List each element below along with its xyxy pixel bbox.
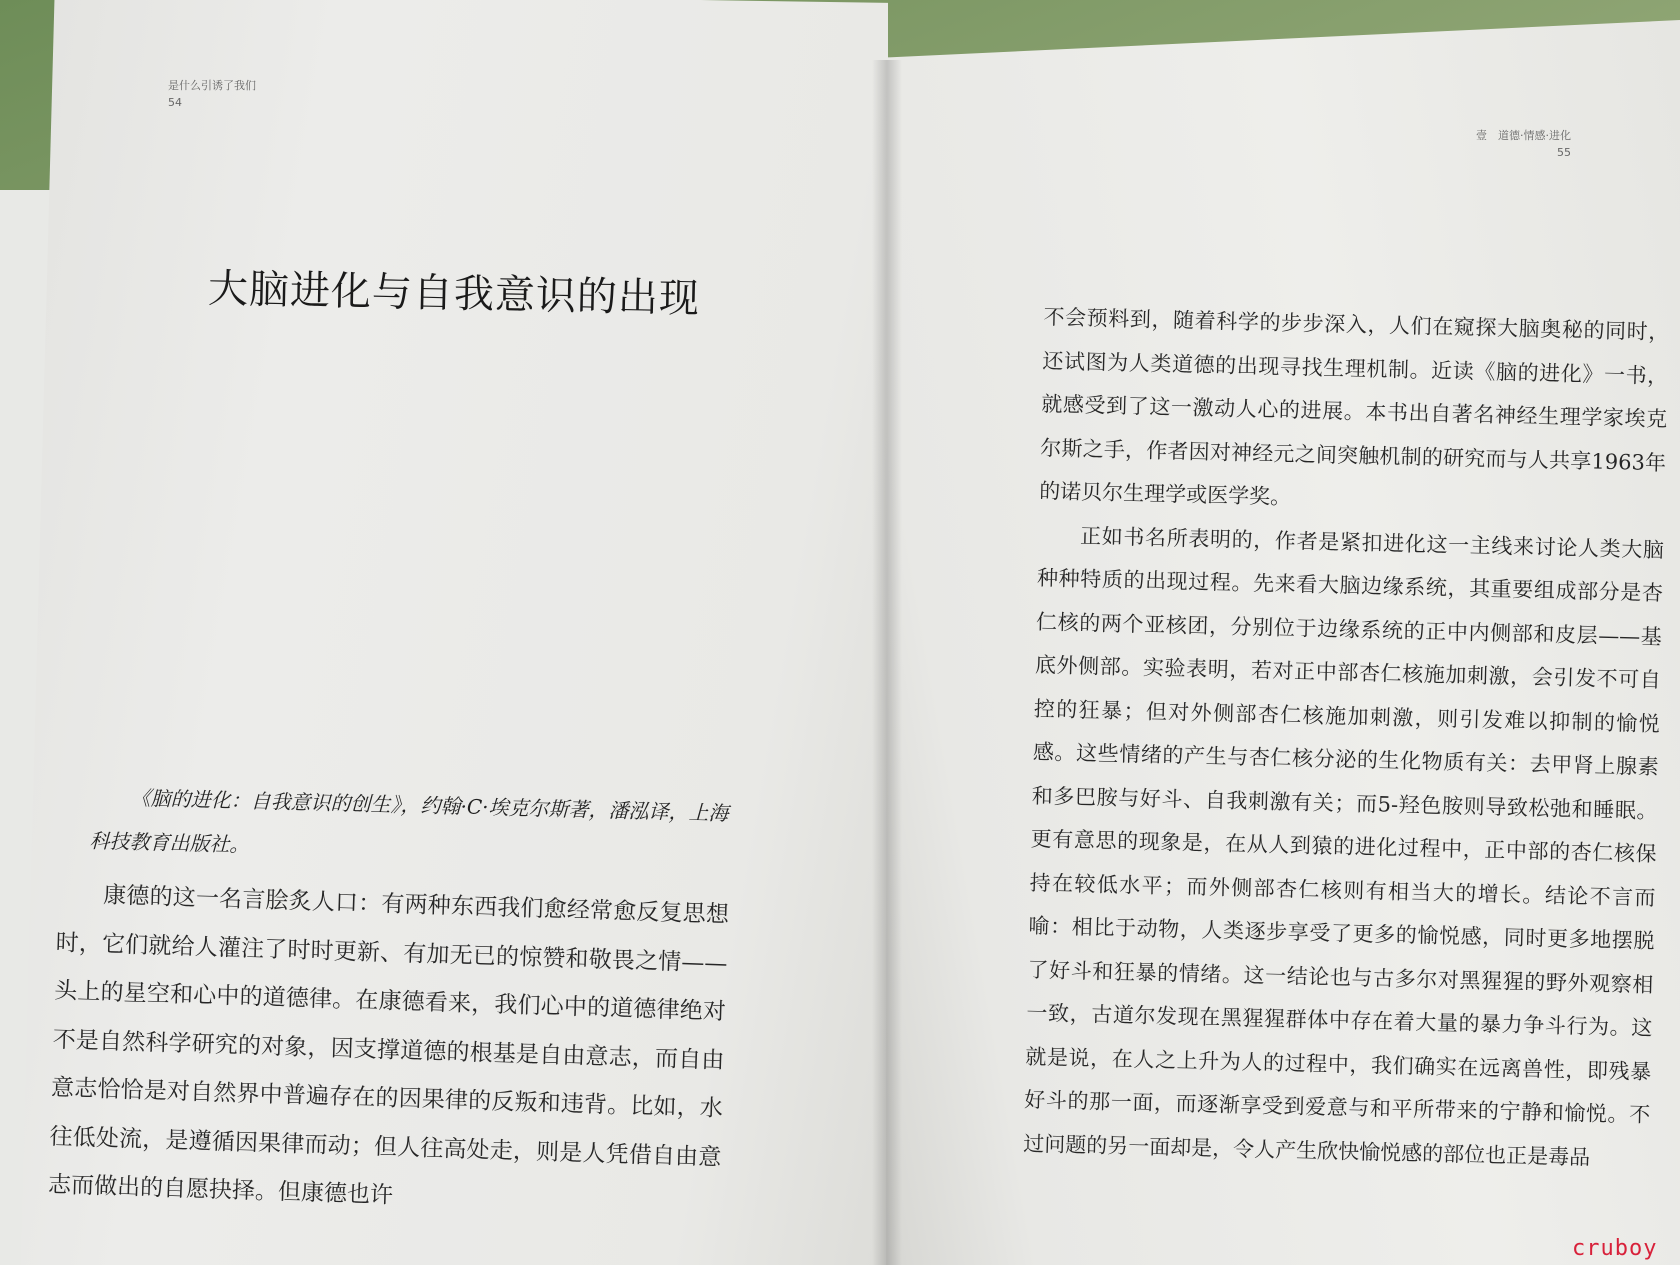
- right-body-text: [1023, 296, 1670, 1181]
- right-page-number: 55: [1557, 145, 1571, 159]
- right-paragraph-2: 正如书名所表明的，作者是紧扣进化这一主线来讨论人类大脑种种特质的出现过程。先来看大脑边缘系统，其重要组成部分是杏仁核的两个亚核团，分别位于边缘系统的正中内侧部和皮层——基底外侧部。实验表明，若对正中部杏仁核施加刺激，会引发不可自控的狂暴；但对外侧部杏仁核施加刺激，则引发难以抑制的愉悦感。这些情绪的产生与杏仁核分泌的生化物质有关：去甲肾上腺素和多巴胺与好斗、自我刺激有关；而5-羟色胺则导致松弛和睡眠。更有意思的现象是，在从人到猿的进化过程中，正中部的杏仁核保持在较低水平；而外侧部杏仁核则有相当大的增长。结论不言而喻：相比于动物，人类逐步享受了更多的愉悦感，同时更多地摆脱了好斗和狂暴的情绪。这一结论也与古多尔对黑猩猩的野外观察相一致，古道尔发现在黑猩猩群体中存在着大量的暴力争斗行为。这就是说，在人之上升为人的过程中，我们确实在远离兽性，即残暴好斗的那一面，而逐渐享受到爱意与和平所带来的宁静和愉悦。不过问题的另一面却是，令人产生欣快愉悦感的部位也正是毒品: [1023, 523, 1665, 1170]
- left-body-text: [47, 870, 729, 1230]
- left-running-head: [168, 78, 256, 111]
- watermark-text: cruboy: [1572, 1236, 1658, 1261]
- right-running-head: [1476, 128, 1571, 161]
- book-gutter: [872, 60, 902, 1265]
- left-paragraph: 康德的这一名言脍炙人口：有两种东西我们愈经常愈反复思想时，它们就给人灌注了时时更新、有加无已的惊赞和敬畏之情——头上的星空和心中的道德律。在康德看来，我们心中的道德律绝对不是自然科学研究的对象，因支撑道德的根基是自由意志，而自由意志恰恰是对自然界中普遍存在的因果律的反叛和违背。比如，水往低处流，是遵循因果律而动；但人往高处走，则是人凭借自由意志而做出的自愿抉择。但康德也许: [47, 882, 730, 1209]
- book-citation: 《脑的进化：自我意识的创生》，约翰·C·埃克尔斯著，潘泓译，上海科技教育出版社。: [89, 785, 729, 857]
- chapter-title: 大脑进化与自我意识的出现: [207, 265, 701, 323]
- right-running-head-title: 壹 道德·情感·进化: [1476, 129, 1571, 142]
- left-page-number: 54: [168, 95, 182, 109]
- left-running-head-title: 是什么引诱了我们: [168, 79, 256, 92]
- right-paragraph-1: 不会预料到，随着科学的步步深入，人们在窥探大脑奥秘的同时，还试图为人类道德的出现寻找生理机制。近读《脑的进化》一书，就感受到了这一激动人心的进展。本书出自著名神经生理学家埃克尔斯之手，作者因对神经元之间突触机制的研究而与人共享1963年的诺贝尔生理学或医学奖。: [1038, 304, 1670, 510]
